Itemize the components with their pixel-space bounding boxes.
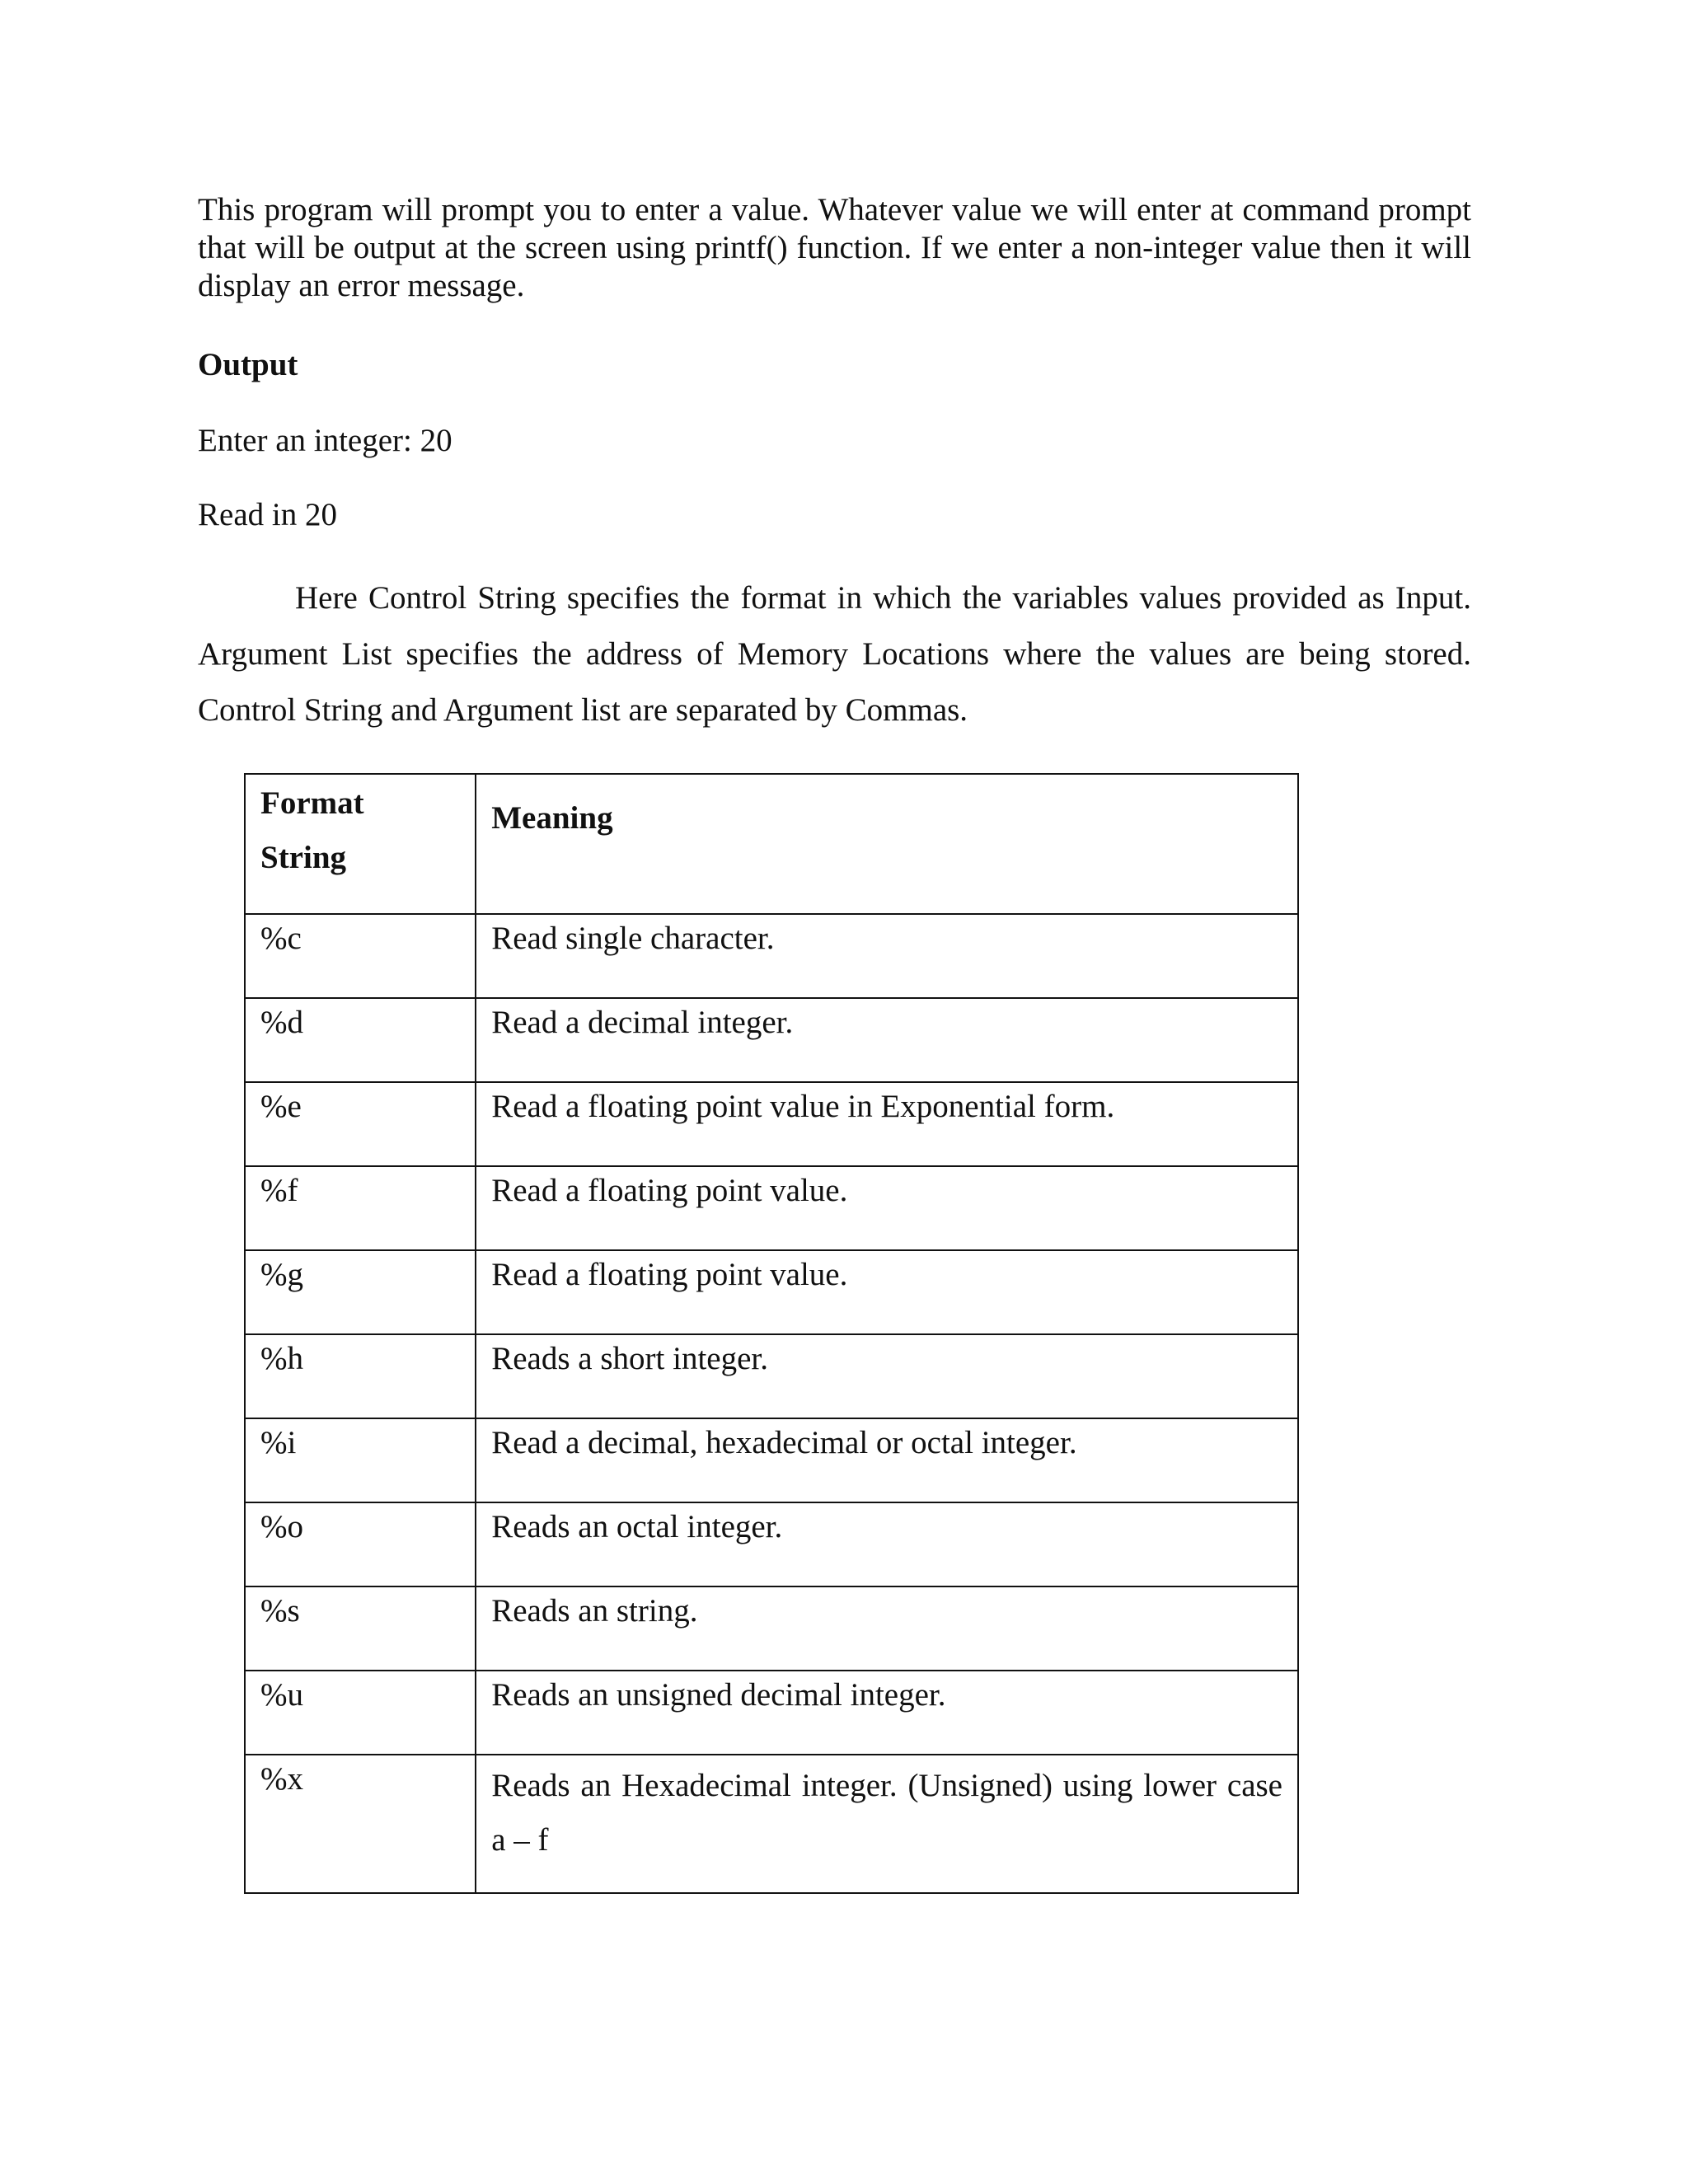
table-row: [245, 1755, 1298, 1893]
meaning-cell: Read a floating point value in Exponential form.: [491, 1089, 1115, 1124]
meaning-cell: Read a floating point value.: [491, 1173, 848, 1208]
format-cell: %d: [260, 1005, 303, 1040]
table-row: [245, 1671, 1298, 1755]
output-line-result: Read in 20: [198, 497, 337, 532]
meaning-cell: Read a decimal, hexadecimal or octal integer.: [491, 1425, 1077, 1460]
table-row: [245, 1586, 1298, 1671]
table-row: [245, 1166, 1298, 1250]
meaning-cell: Read a decimal integer.: [491, 1005, 794, 1040]
table-row: [245, 1334, 1298, 1418]
format-cell: %x: [260, 1761, 303, 1797]
format-cell: %c: [260, 921, 302, 956]
table-row: [245, 1502, 1298, 1586]
format-cell: %f: [260, 1173, 298, 1208]
meaning-cell: Reads an string.: [491, 1593, 698, 1629]
table-header-row: [245, 774, 1298, 914]
table-row: [245, 914, 1298, 998]
table-row: [245, 1250, 1298, 1334]
control-string-paragraph: Here Control String specifies the format in which the variables values provided as Input. Argument List specifies the address of Memory Locations where the values are being stored. Control String and Argument list are separated by Commas.: [198, 580, 1471, 728]
meaning-header: Meaning: [476, 774, 1298, 914]
output-heading: Output: [198, 347, 298, 382]
meaning-cell: Read a floating point value.: [491, 1257, 848, 1292]
format-cell: %g: [260, 1257, 303, 1292]
format-cell: %u: [260, 1677, 303, 1713]
table-row: [245, 998, 1298, 1082]
format-header-line2: String: [260, 840, 347, 875]
format-string-header: [245, 774, 476, 914]
format-header-line1: Format: [260, 785, 364, 821]
format-cell: %e: [260, 1089, 302, 1124]
format-string-table: [244, 773, 1299, 1894]
meaning-cell: Reads a short integer.: [491, 1341, 768, 1376]
table-row: [245, 1418, 1298, 1502]
meaning-cell: Reads an octal integer.: [491, 1509, 783, 1544]
meaning-cell: Reads an unsigned decimal integer.: [491, 1677, 946, 1713]
table-row: [245, 1082, 1298, 1166]
format-cell: %h: [260, 1341, 303, 1376]
meaning-cell: Read single character.: [491, 921, 775, 956]
format-cell: %i: [260, 1425, 297, 1460]
output-line-prompt: Enter an integer: 20: [198, 423, 452, 458]
format-cell: %s: [260, 1593, 300, 1629]
meaning-cell: Reads an Hexadecimal integer. (Unsigned) using lower case a – f: [491, 1768, 1282, 1858]
format-cell: %o: [260, 1509, 303, 1544]
intro-paragraph: This program will prompt you to enter a value. Whatever value we will enter at command prompt that will be output at the screen using printf() function. If we enter a non-integer value then it will display an error message.: [198, 192, 1471, 303]
